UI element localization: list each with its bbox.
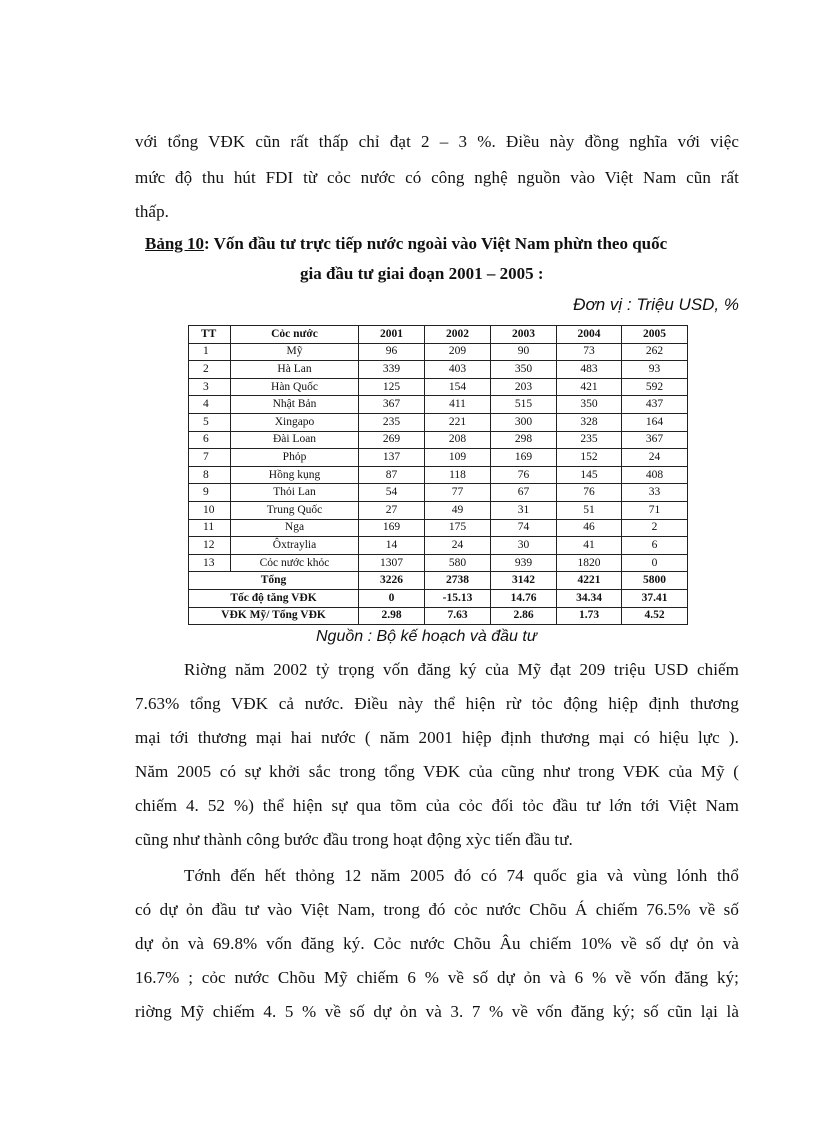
summary-value-cell: 4221 bbox=[557, 572, 622, 590]
value-cell: 73 bbox=[557, 343, 622, 361]
header-cell: 2003 bbox=[491, 326, 557, 344]
paragraph-line: riờng Mỹ chiếm 4. 5 % về số dự ỏn và 3. 7 % về vốn đăng ký; số cũn lại là bbox=[135, 1002, 739, 1021]
row-number-cell: 8 bbox=[189, 466, 231, 484]
paragraph-line: Năm 2005 có sự khởi sắc trong tổng VĐK của cũng như trong VĐK của Mỹ ( bbox=[135, 762, 739, 781]
table-row bbox=[189, 449, 688, 467]
row-number-cell: 10 bbox=[189, 501, 231, 519]
value-cell: 30 bbox=[491, 537, 557, 555]
header-cell: TT bbox=[189, 326, 231, 344]
value-cell: 262 bbox=[622, 343, 688, 361]
table-row bbox=[189, 519, 688, 537]
value-cell: 298 bbox=[491, 431, 557, 449]
country-cell: Thỏi Lan bbox=[231, 484, 359, 502]
value-cell: 221 bbox=[425, 413, 491, 431]
value-cell: 169 bbox=[491, 449, 557, 467]
summary-value-cell: -15.13 bbox=[425, 589, 491, 607]
summary-value-cell: 14.76 bbox=[491, 589, 557, 607]
value-cell: 367 bbox=[622, 431, 688, 449]
table-row bbox=[189, 343, 688, 361]
value-cell: 41 bbox=[557, 537, 622, 555]
paragraph-line: dự ỏn và 69.8% vốn đăng ký. Cỏc nước Chõu Âu chiếm 10% về số dự ỏn và bbox=[135, 934, 739, 953]
country-cell: Ôxtraylia bbox=[231, 537, 359, 555]
table-row bbox=[189, 396, 688, 414]
value-cell: 269 bbox=[359, 431, 425, 449]
value-cell: 154 bbox=[425, 378, 491, 396]
value-cell: 31 bbox=[491, 501, 557, 519]
country-cell: Cỏc nước khỏc bbox=[231, 554, 359, 572]
unit-note: Đơn vị : Triệu USD, % bbox=[573, 295, 739, 314]
summary-value-cell: 1.73 bbox=[557, 607, 622, 625]
value-cell: 175 bbox=[425, 519, 491, 537]
paragraph-line: 16.7% ; cỏc nước Chõu Mỹ chiếm 6 % về số dự ỏn và 6 % về vốn đăng ký; bbox=[135, 968, 739, 987]
summary-value-cell: 3226 bbox=[359, 572, 425, 590]
header-cell: 2004 bbox=[557, 326, 622, 344]
table-row bbox=[189, 431, 688, 449]
value-cell: 24 bbox=[425, 537, 491, 555]
value-cell: 367 bbox=[359, 396, 425, 414]
value-cell: 87 bbox=[359, 466, 425, 484]
value-cell: 54 bbox=[359, 484, 425, 502]
paragraph-line: 7.63% tổng VĐK cả nước. Điều này thể hiện rừ tỏc động hiệp định thương bbox=[135, 694, 739, 713]
header-cell: 2002 bbox=[425, 326, 491, 344]
value-cell: 27 bbox=[359, 501, 425, 519]
table-header-row bbox=[189, 326, 688, 344]
value-cell: 203 bbox=[491, 378, 557, 396]
value-cell: 408 bbox=[622, 466, 688, 484]
table-caption-line2: gia đầu tư giai đoạn 2001 – 2005 : bbox=[300, 264, 544, 283]
value-cell: 51 bbox=[557, 501, 622, 519]
value-cell: 145 bbox=[557, 466, 622, 484]
row-number-cell: 9 bbox=[189, 484, 231, 502]
value-cell: 6 bbox=[622, 537, 688, 555]
row-number-cell: 5 bbox=[189, 413, 231, 431]
summary-value-cell: 37.41 bbox=[622, 589, 688, 607]
country-cell: Hồng kụng bbox=[231, 466, 359, 484]
country-cell: Phỏp bbox=[231, 449, 359, 467]
value-cell: 421 bbox=[557, 378, 622, 396]
row-number-cell: 6 bbox=[189, 431, 231, 449]
value-cell: 1307 bbox=[359, 554, 425, 572]
table-row bbox=[189, 361, 688, 379]
country-cell: Hàn Quốc bbox=[231, 378, 359, 396]
value-cell: 483 bbox=[557, 361, 622, 379]
country-cell: Xingapo bbox=[231, 413, 359, 431]
table-row bbox=[189, 501, 688, 519]
table-body bbox=[189, 343, 688, 625]
country-cell: Hà Lan bbox=[231, 361, 359, 379]
value-cell: 125 bbox=[359, 378, 425, 396]
value-cell: 169 bbox=[359, 519, 425, 537]
intro-line: thấp. bbox=[135, 202, 170, 221]
value-cell: 300 bbox=[491, 413, 557, 431]
value-cell: 77 bbox=[425, 484, 491, 502]
value-cell: 350 bbox=[557, 396, 622, 414]
intro-line: với tổng VĐK cũn rất thấp chỉ đạt 2 – 3 %. Điều này đồng nghĩa với việc bbox=[135, 132, 739, 151]
source-note: Nguồn : Bộ kế hoạch và đầu tư bbox=[316, 628, 537, 645]
row-number-cell: 3 bbox=[189, 378, 231, 396]
value-cell: 437 bbox=[622, 396, 688, 414]
value-cell: 1820 bbox=[557, 554, 622, 572]
value-cell: 49 bbox=[425, 501, 491, 519]
header-cell: Cỏc nước bbox=[231, 326, 359, 344]
value-cell: 209 bbox=[425, 343, 491, 361]
value-cell: 137 bbox=[359, 449, 425, 467]
value-cell: 76 bbox=[491, 466, 557, 484]
summary-value-cell: 2.86 bbox=[491, 607, 557, 625]
table-row bbox=[189, 484, 688, 502]
table-row bbox=[189, 378, 688, 396]
summary-value-cell: 34.34 bbox=[557, 589, 622, 607]
summary-value-cell: 0 bbox=[359, 589, 425, 607]
table-caption bbox=[145, 234, 667, 254]
row-number-cell: 7 bbox=[189, 449, 231, 467]
value-cell: 235 bbox=[359, 413, 425, 431]
value-cell: 96 bbox=[359, 343, 425, 361]
country-cell: Nga bbox=[231, 519, 359, 537]
value-cell: 339 bbox=[359, 361, 425, 379]
value-cell: 411 bbox=[425, 396, 491, 414]
value-cell: 939 bbox=[491, 554, 557, 572]
value-cell: 74 bbox=[491, 519, 557, 537]
summary-label-cell: VĐK Mỹ/ Tổng VĐK bbox=[189, 607, 359, 625]
header-cell: 2005 bbox=[622, 326, 688, 344]
paragraph-line: mại tới thương mại hai nước ( năm 2001 hiệp định thương mại có hiệu lực ). bbox=[135, 728, 739, 747]
value-cell: 235 bbox=[557, 431, 622, 449]
country-cell: Nhật Bản bbox=[231, 396, 359, 414]
summary-value-cell: 2738 bbox=[425, 572, 491, 590]
table-row bbox=[189, 466, 688, 484]
table-caption-label: Bảng 10 bbox=[145, 234, 205, 253]
row-number-cell: 12 bbox=[189, 537, 231, 555]
summary-label-cell: Tốc độ tăng VĐK bbox=[189, 589, 359, 607]
country-cell: Đài Loan bbox=[231, 431, 359, 449]
summary-row bbox=[189, 589, 688, 607]
row-number-cell: 2 bbox=[189, 361, 231, 379]
value-cell: 118 bbox=[425, 466, 491, 484]
value-cell: 592 bbox=[622, 378, 688, 396]
value-cell: 109 bbox=[425, 449, 491, 467]
summary-value-cell: 3142 bbox=[491, 572, 557, 590]
intro-line: mức độ thu hút FDI từ cỏc nước có công nghệ nguồn vào Việt Nam cũn rất bbox=[135, 168, 739, 187]
summary-value-cell: 5800 bbox=[622, 572, 688, 590]
value-cell: 208 bbox=[425, 431, 491, 449]
value-cell: 76 bbox=[557, 484, 622, 502]
table-row bbox=[189, 413, 688, 431]
summary-label-cell: Tổng bbox=[189, 572, 359, 590]
fdi-table bbox=[188, 325, 688, 625]
value-cell: 2 bbox=[622, 519, 688, 537]
table-row bbox=[189, 537, 688, 555]
row-number-cell: 13 bbox=[189, 554, 231, 572]
paragraph-line: cũng như thành công bước đầu trong hoạt động xỳc tiến đầu tư. bbox=[135, 830, 573, 849]
country-cell: Mỹ bbox=[231, 343, 359, 361]
paragraph-line: có dự ỏn đầu tư vào Việt Nam, trong đó cỏc nước Chõu Á chiếm 76.5% về số bbox=[135, 900, 739, 919]
header-cell: 2001 bbox=[359, 326, 425, 344]
paragraph-line: Tớnh đến hết thỏng 12 năm 2005 đó có 74 quốc gia và vùng lónh thổ bbox=[184, 866, 739, 885]
paragraph-line: Riờng năm 2002 tỷ trọng vốn đăng ký của Mỹ đạt 209 triệu USD chiếm bbox=[184, 660, 739, 679]
value-cell: 350 bbox=[491, 361, 557, 379]
summary-value-cell: 2.98 bbox=[359, 607, 425, 625]
value-cell: 90 bbox=[491, 343, 557, 361]
row-number-cell: 4 bbox=[189, 396, 231, 414]
value-cell: 33 bbox=[622, 484, 688, 502]
value-cell: 515 bbox=[491, 396, 557, 414]
paragraph-line: chiếm 4. 52 %) thể hiện sự qua tõm của cỏc đối tỏc đầu tư lớn tới Việt Nam bbox=[135, 796, 739, 815]
value-cell: 67 bbox=[491, 484, 557, 502]
value-cell: 403 bbox=[425, 361, 491, 379]
row-number-cell: 1 bbox=[189, 343, 231, 361]
value-cell: 164 bbox=[622, 413, 688, 431]
summary-value-cell: 4.52 bbox=[622, 607, 688, 625]
value-cell: 328 bbox=[557, 413, 622, 431]
value-cell: 24 bbox=[622, 449, 688, 467]
value-cell: 152 bbox=[557, 449, 622, 467]
summary-row bbox=[189, 607, 688, 625]
value-cell: 93 bbox=[622, 361, 688, 379]
row-number-cell: 11 bbox=[189, 519, 231, 537]
table-row bbox=[189, 554, 688, 572]
value-cell: 14 bbox=[359, 537, 425, 555]
value-cell: 580 bbox=[425, 554, 491, 572]
value-cell: 0 bbox=[622, 554, 688, 572]
value-cell: 71 bbox=[622, 501, 688, 519]
table-caption-title: : Vốn đầu tư trực tiếp nước ngoài vào Việt Nam phừn theo quốc bbox=[204, 234, 668, 253]
country-cell: Trung Quốc bbox=[231, 501, 359, 519]
summary-value-cell: 7.63 bbox=[425, 607, 491, 625]
value-cell: 46 bbox=[557, 519, 622, 537]
summary-row bbox=[189, 572, 688, 590]
